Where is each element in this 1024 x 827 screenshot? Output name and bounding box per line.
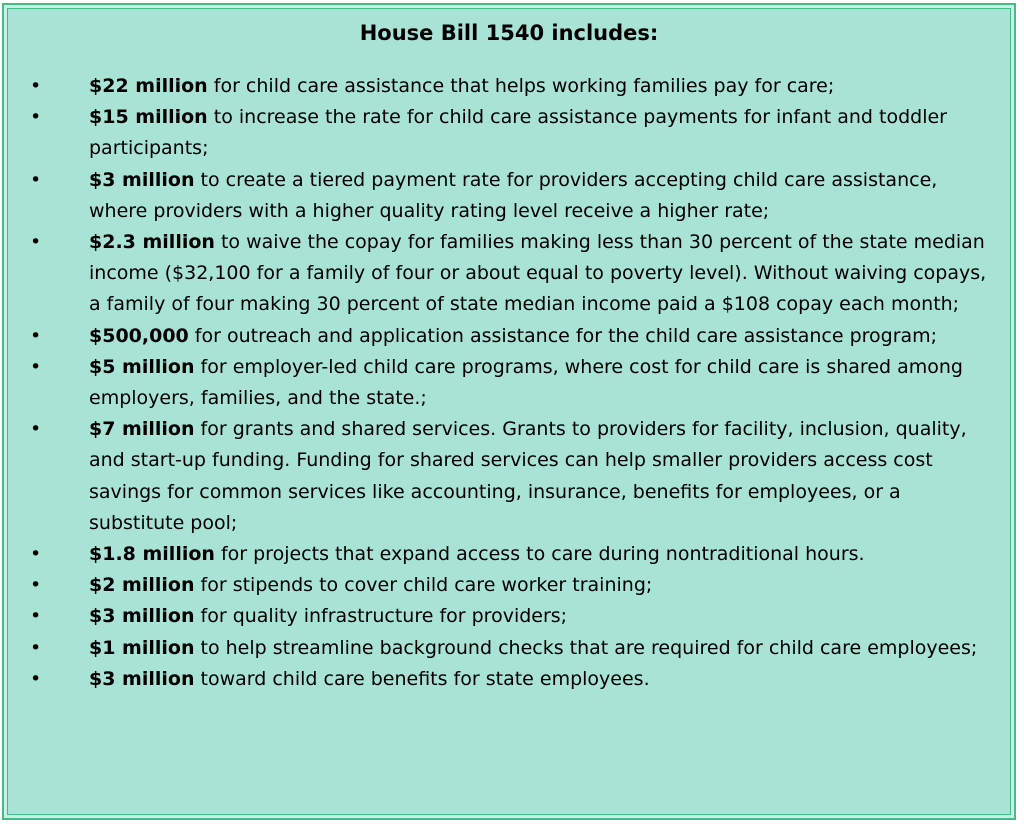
- funding-list: [4, 71, 999, 695]
- bullet-icon: •: [30, 418, 42, 441]
- item-description: for outreach and application assistance for the child care assistance program;: [188, 324, 938, 347]
- list-item: [4, 321, 999, 352]
- info-box: [2, 3, 1016, 820]
- list-item: [4, 664, 999, 695]
- item-description: to create a tiered payment rate for providers accepting child care assistance, where providers with a higher quality rating level receive a higher rate;: [89, 168, 938, 222]
- bullet-icon: •: [30, 667, 42, 690]
- bullet-icon: •: [30, 574, 42, 597]
- item-amount: $2 million: [89, 574, 195, 597]
- item-amount: $5 million: [89, 355, 195, 378]
- bullet-icon: •: [30, 231, 42, 254]
- item-amount: $3 million: [89, 605, 195, 628]
- item-amount: $22 million: [89, 75, 208, 97]
- item-amount: $3 million: [89, 168, 195, 191]
- item-description: toward child care benefits for state employees.: [194, 667, 650, 690]
- bullet-icon: •: [30, 168, 42, 191]
- item-description: for grants and shared services. Grants to providers for facility, inclusion, quality, and start-up funding. Funding for shared services can help smaller providers access cost savings for common services like accounting, insurance, benefits for employees, or a substitute pool;: [89, 418, 967, 534]
- list-item: [4, 601, 999, 632]
- bullet-icon: •: [30, 106, 42, 129]
- list-item: [4, 414, 999, 539]
- item-description: to help streamline background checks that are required for child care employees;: [194, 636, 978, 659]
- list-item: [4, 165, 999, 227]
- item-amount: $15 million: [89, 106, 208, 129]
- list-item: [4, 71, 999, 102]
- list-item: [4, 570, 999, 601]
- item-amount: $500,000: [89, 324, 189, 347]
- list-item: [4, 227, 999, 321]
- list-item: [4, 633, 999, 664]
- item-description: for child care assistance that helps working families pay for care;: [207, 75, 835, 97]
- item-amount: $7 million: [89, 418, 195, 441]
- item-description: for quality infrastructure for providers;: [194, 605, 568, 628]
- item-amount: $1.8 million: [89, 543, 215, 566]
- item-description: to increase the rate for child care assistance payments for infant and toddler participants;: [89, 106, 947, 160]
- item-amount: $2.3 million: [89, 231, 215, 254]
- bullet-icon: •: [30, 605, 42, 628]
- list-item: [4, 352, 999, 414]
- list-item: [4, 539, 999, 570]
- item-amount: $1 million: [89, 636, 195, 659]
- item-description: for projects that expand access to care during nontraditional hours.: [214, 543, 865, 566]
- item-description: for stipends to cover child care worker training;: [194, 574, 653, 597]
- box-title: House Bill 1540 includes:: [359, 21, 659, 45]
- list-item: [4, 102, 999, 164]
- bullet-icon: •: [30, 355, 42, 378]
- item-description: for employer-led child care programs, where cost for child care is shared among employers, families, and the state.;: [89, 355, 963, 410]
- bullet-icon: •: [30, 636, 42, 659]
- item-amount: $3 million: [89, 667, 195, 690]
- bullet-icon: •: [30, 324, 42, 347]
- bullet-icon: •: [30, 75, 42, 97]
- item-description: to waive the copay for families making less than 30 percent of the state median income ($32,100 for a family of four or about equal to poverty level). Without waiving copays, a family of four making 30 percent of state median income paid a $108 copay each month;: [89, 231, 987, 316]
- bullet-icon: •: [30, 543, 42, 566]
